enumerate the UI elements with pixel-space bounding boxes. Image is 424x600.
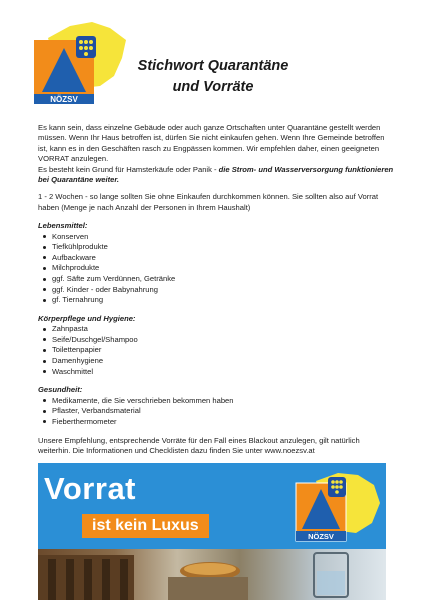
list-item: Medikamente, die Sie verschrieben bekommen haben [52, 396, 394, 407]
title-line-2: und Vorräte [172, 79, 254, 95]
list-item: ggf. Säfte zum Verdünnen, Getränke [52, 274, 394, 285]
logo-text: NÖZSV [50, 95, 78, 104]
closing-paragraph: Unsere Empfehlung, entsprechende Vorräte für den Fall eines Blackout anzulegen, gilt natürlich weiterhin. Die Informationen und Checklisten dazu finden Sie unter www.noezsv.at [38, 436, 360, 456]
list-item: Aufbackware [52, 253, 394, 264]
banner-logo-text: NÖZSV [308, 532, 334, 541]
banner-tagline: ist kein Luxus [82, 514, 209, 538]
banner-logo [286, 467, 384, 547]
list-item: Waschmittel [52, 367, 394, 378]
list-item: gf. Tiernahrung [52, 295, 394, 306]
list-item: Toilettenpapier [52, 345, 394, 356]
list-item: Zahnpasta [52, 324, 394, 335]
list-item: Damenhygiene [52, 356, 394, 367]
duration-paragraph: 1 - 2 Wochen - so lange sollten Sie ohne Einkaufen durchkommen können. Sie sollten also auf Vorrat haben (Menge je nach Anzahl der Personen in Ihrem Haushalt) [38, 192, 379, 212]
section-heading-hygiene: Körperpflege und Hygiene: [38, 313, 136, 323]
list-item: Fieberthermometer [52, 417, 394, 428]
nozsv-logo [30, 18, 130, 110]
list-item: Pflaster, Verbandsmaterial [52, 406, 394, 417]
food-list [38, 232, 394, 306]
intro-no-panic: Es besteht kein Grund für Hamsterkäufe oder Panik - [38, 164, 219, 174]
list-item: ggf. Kinder - oder Babynahrung [52, 285, 394, 296]
list-item: Seife/Duschgel/Shampoo [52, 335, 394, 346]
hygiene-list [38, 324, 394, 377]
banner-headline: Vorrat [44, 471, 137, 506]
section-heading-food: Lebensmittel: [38, 221, 88, 231]
supplies-photo [38, 549, 386, 600]
list-item: Milchprodukte [52, 263, 394, 274]
page-title [128, 56, 298, 98]
intro-supply-note: die Strom- und Wasserversorgung funktionieren bei Quarantäne weiter. [38, 164, 394, 185]
vorrat-banner [38, 463, 386, 549]
intro-text: Es kann sein, dass einzelne Gebäude oder auch ganze Ortschaften unter Quarantäne gestellt werden müssen. Wenn Ihr Haus betroffen ist, dürfen Sie nicht einkaufen gehen. Wenn Ihre Gemeinde betroffen ist, kann es in den Geschäften rasch zu Engpässen kommen. Wir empfehlen daher, einen geeigneten VORRAT anzulegen. [38, 123, 385, 164]
body-content [38, 123, 394, 427]
list-item: Tiefkühlprodukte [52, 242, 394, 253]
title-line-1: Stichwort Quarantäne [137, 58, 289, 74]
list-item: Konserven [52, 232, 394, 243]
health-list [38, 396, 394, 428]
section-heading-health: Gesundheit: [38, 385, 83, 395]
intro-paragraph [38, 123, 394, 185]
